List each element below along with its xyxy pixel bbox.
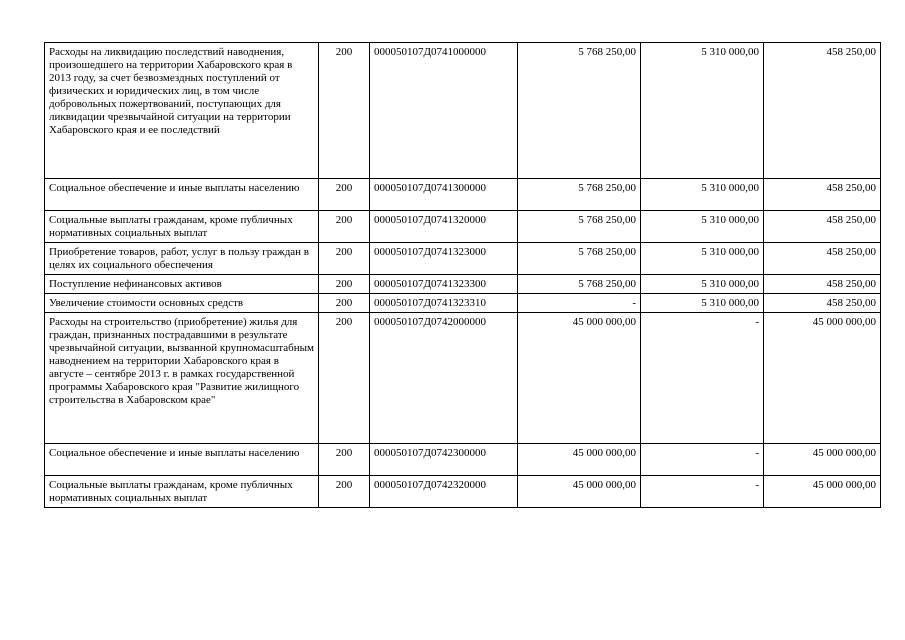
table-row <box>45 444 881 476</box>
row-name: Социальные выплаты гражданам, кроме публичных нормативных социальных выплат <box>45 476 319 508</box>
row-approved-amount: 45 000 000,00 <box>518 444 641 476</box>
row-approved-amount: 5 768 250,00 <box>518 179 641 211</box>
row-line-code: 200 <box>319 179 370 211</box>
row-name: Социальные выплаты гражданам, кроме публичных нормативных социальных выплат <box>45 211 319 243</box>
table-row <box>45 243 881 275</box>
row-unexecuted-amount: 458 250,00 <box>764 294 881 313</box>
table-row <box>45 313 881 444</box>
row-unexecuted-amount: 458 250,00 <box>764 179 881 211</box>
row-line-code: 200 <box>319 444 370 476</box>
row-executed-amount: 5 310 000,00 <box>641 179 764 211</box>
table-row <box>45 275 881 294</box>
row-budget-classification-code: 000050107Д0742300000 <box>370 444 518 476</box>
row-approved-amount: 5 768 250,00 <box>518 243 641 275</box>
row-line-code: 200 <box>319 211 370 243</box>
row-executed-amount: - <box>641 476 764 508</box>
row-approved-amount: 45 000 000,00 <box>518 476 641 508</box>
row-approved-amount: 45 000 000,00 <box>518 313 641 444</box>
row-budget-classification-code: 000050107Д0741300000 <box>370 179 518 211</box>
row-name: Социальное обеспечение и иные выплаты населению <box>45 179 319 211</box>
row-approved-amount: 5 768 250,00 <box>518 275 641 294</box>
row-approved-amount: 5 768 250,00 <box>518 211 641 243</box>
row-unexecuted-amount: 45 000 000,00 <box>764 444 881 476</box>
row-approved-amount: 5 768 250,00 <box>518 43 641 179</box>
table-row <box>45 294 881 313</box>
row-unexecuted-amount: 458 250,00 <box>764 243 881 275</box>
row-budget-classification-code: 000050107Д0742000000 <box>370 313 518 444</box>
row-name: Увеличение стоимости основных средств <box>45 294 319 313</box>
row-name: Приобретение товаров, работ, услуг в пользу граждан в целях их социального обеспечения <box>45 243 319 275</box>
row-executed-amount: 5 310 000,00 <box>641 275 764 294</box>
row-budget-classification-code: 000050107Д0741323000 <box>370 243 518 275</box>
row-budget-classification-code: 000050107Д0741323300 <box>370 275 518 294</box>
row-budget-classification-code: 000050107Д0741323310 <box>370 294 518 313</box>
row-line-code: 200 <box>319 294 370 313</box>
row-unexecuted-amount: 458 250,00 <box>764 211 881 243</box>
row-budget-classification-code: 000050107Д0741000000 <box>370 43 518 179</box>
row-line-code: 200 <box>319 275 370 294</box>
row-name: Расходы на строительство (приобретение) жилья для граждан, признанных пострадавшими в результате чрезвычайной ситуации, вызванной крупномасштабным наводнением на территории Хабаровского края в августе – сентябре 2013 г. в рамках государственной программы Хабаровского края "Развитие жилищного строительства в Хабаровском крае" <box>45 313 319 444</box>
row-unexecuted-amount: 45 000 000,00 <box>764 476 881 508</box>
row-executed-amount: - <box>641 313 764 444</box>
row-unexecuted-amount: 458 250,00 <box>764 275 881 294</box>
table-row <box>45 179 881 211</box>
row-executed-amount: 5 310 000,00 <box>641 43 764 179</box>
table-row <box>45 43 881 179</box>
row-name: Расходы на ликвидацию последствий наводнения, произошедшего на территории Хабаровского края в 2013 году, за счет безвозмездных поступлений от физических и юридических лиц, в том числе добровольных пожертвований, поступающих для ликвидации чрезвычайной ситуации на территории Хабаровского края и ее последствий <box>45 43 319 179</box>
row-approved-amount: - <box>518 294 641 313</box>
table-row <box>45 211 881 243</box>
row-line-code: 200 <box>319 243 370 275</box>
row-unexecuted-amount: 45 000 000,00 <box>764 313 881 444</box>
row-line-code: 200 <box>319 43 370 179</box>
row-executed-amount: 5 310 000,00 <box>641 211 764 243</box>
row-name: Социальное обеспечение и иные выплаты населению <box>45 444 319 476</box>
row-unexecuted-amount: 458 250,00 <box>764 43 881 179</box>
budget-execution-table <box>44 42 881 508</box>
row-executed-amount: - <box>641 444 764 476</box>
row-budget-classification-code: 000050107Д0741320000 <box>370 211 518 243</box>
row-executed-amount: 5 310 000,00 <box>641 294 764 313</box>
row-line-code: 200 <box>319 476 370 508</box>
row-line-code: 200 <box>319 313 370 444</box>
row-executed-amount: 5 310 000,00 <box>641 243 764 275</box>
row-name: Поступление нефинансовых активов <box>45 275 319 294</box>
table-row <box>45 476 881 508</box>
row-budget-classification-code: 000050107Д0742320000 <box>370 476 518 508</box>
